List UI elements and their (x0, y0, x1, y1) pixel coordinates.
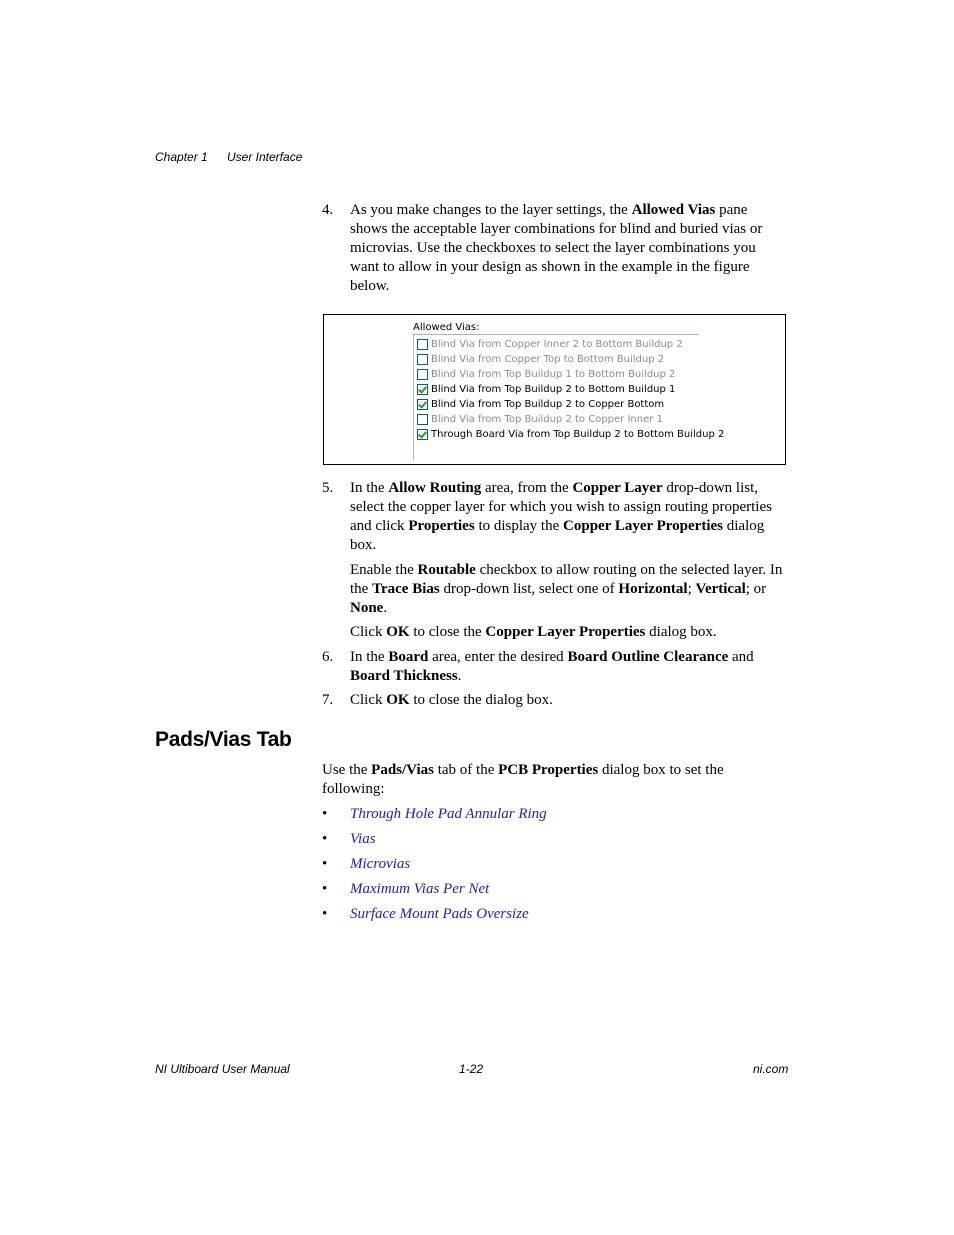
pane-title-rule (413, 334, 699, 335)
step-6 (322, 648, 786, 686)
allowed-vias-pane (413, 321, 725, 461)
bullet-marker: • (322, 856, 328, 872)
header-section: User Interface (227, 150, 303, 164)
via-option-label: Through Board Via from Top Buildup 2 to Bottom Buildup 2 (431, 429, 725, 440)
checkbox-unchecked[interactable] (417, 369, 428, 380)
step-number: 7. (322, 692, 334, 708)
footer-manual-title: NI Ultiboard User Manual (155, 1062, 290, 1076)
section-title: Pads/Vias Tab (155, 728, 292, 751)
step-number: 4. (322, 202, 334, 218)
bullet-marker: • (322, 906, 328, 922)
header-chapter: Chapter 1 (155, 150, 208, 164)
topic-link[interactable]: Maximum Vias Per Net (350, 881, 490, 897)
pane-left-rule (413, 335, 414, 460)
topic-link[interactable]: Vias (350, 831, 376, 847)
checkbox-unchecked[interactable] (417, 414, 428, 425)
step-text: In the Board area, enter the desired Board Outline Clearance and Board Thickness. (350, 649, 754, 684)
checkbox-unchecked[interactable] (417, 339, 428, 350)
via-option-row[interactable] (417, 428, 724, 441)
bullet-marker: • (322, 881, 328, 897)
step-text: As you make changes to the layer settings, the Allowed Vias pane shows the acceptable layer combinations for blind and buried vias or microvias. Use the checkboxes to select the layer combinations you want to allow in your design as shown in the example in the figure below. (350, 202, 763, 294)
via-option-label: Blind Via from Top Buildup 2 to Bottom Buildup 1 (431, 384, 676, 395)
via-option-row[interactable] (417, 398, 664, 411)
via-option-label: Blind Via from Top Buildup 2 to Copper Inner 1 (431, 414, 663, 425)
allowed-vias-title: Allowed Vias: (413, 322, 480, 333)
via-option-label: Blind Via from Copper Inner 2 to Bottom Buildup 2 (431, 339, 683, 350)
topic-link[interactable]: Surface Mount Pads Oversize (350, 906, 529, 922)
via-option-row[interactable] (417, 368, 675, 381)
step-5-note-routable: Enable the Routable checkbox to allow routing on the selected layer. In the Trace Bias drop-down list, select one of Horizontal; Vertical; or None. (350, 562, 783, 616)
step-7 (322, 691, 786, 710)
allowed-vias-figure (323, 314, 786, 465)
via-option-row[interactable] (417, 353, 664, 366)
via-option-label: Blind Via from Top Buildup 1 to Bottom Buildup 2 (431, 369, 676, 380)
via-option-row[interactable] (417, 338, 683, 351)
bullet-marker: • (322, 831, 328, 847)
step-4 (322, 201, 786, 296)
step-5-note-ok: Click OK to close the Copper Layer Properties dialog box. (350, 624, 717, 640)
topic-link[interactable]: Microvias (350, 856, 411, 872)
section-intro: Use the Pads/Vias tab of the PCB Properties dialog box to set the following: (322, 762, 724, 797)
checkbox-checked[interactable] (417, 384, 428, 395)
checkbox-checked[interactable] (417, 399, 428, 410)
step-text: Click OK to close the dialog box. (350, 692, 553, 708)
footer-website: ni.com (753, 1062, 789, 1076)
step-5 (322, 479, 786, 555)
bullet-marker: • (322, 806, 328, 822)
step-number: 6. (322, 649, 334, 665)
footer-page-number: 1-22 (459, 1062, 484, 1076)
checkbox-unchecked[interactable] (417, 354, 428, 365)
via-option-row[interactable] (417, 413, 663, 426)
via-option-label: Blind Via from Top Buildup 2 to Copper Bottom (431, 399, 665, 410)
via-option-row[interactable] (417, 383, 675, 396)
topic-link[interactable]: Through Hole Pad Annular Ring (350, 806, 547, 822)
step-number: 5. (322, 480, 334, 496)
checkbox-checked[interactable] (417, 429, 428, 440)
via-option-label: Blind Via from Copper Top to Bottom Buildup 2 (431, 354, 665, 365)
step-text: In the Allow Routing area, from the Copper Layer drop-down list, select the copper layer for which you wish to assign routing properties and click Properties to display the Copper Layer Properties dialog box. (350, 480, 772, 553)
